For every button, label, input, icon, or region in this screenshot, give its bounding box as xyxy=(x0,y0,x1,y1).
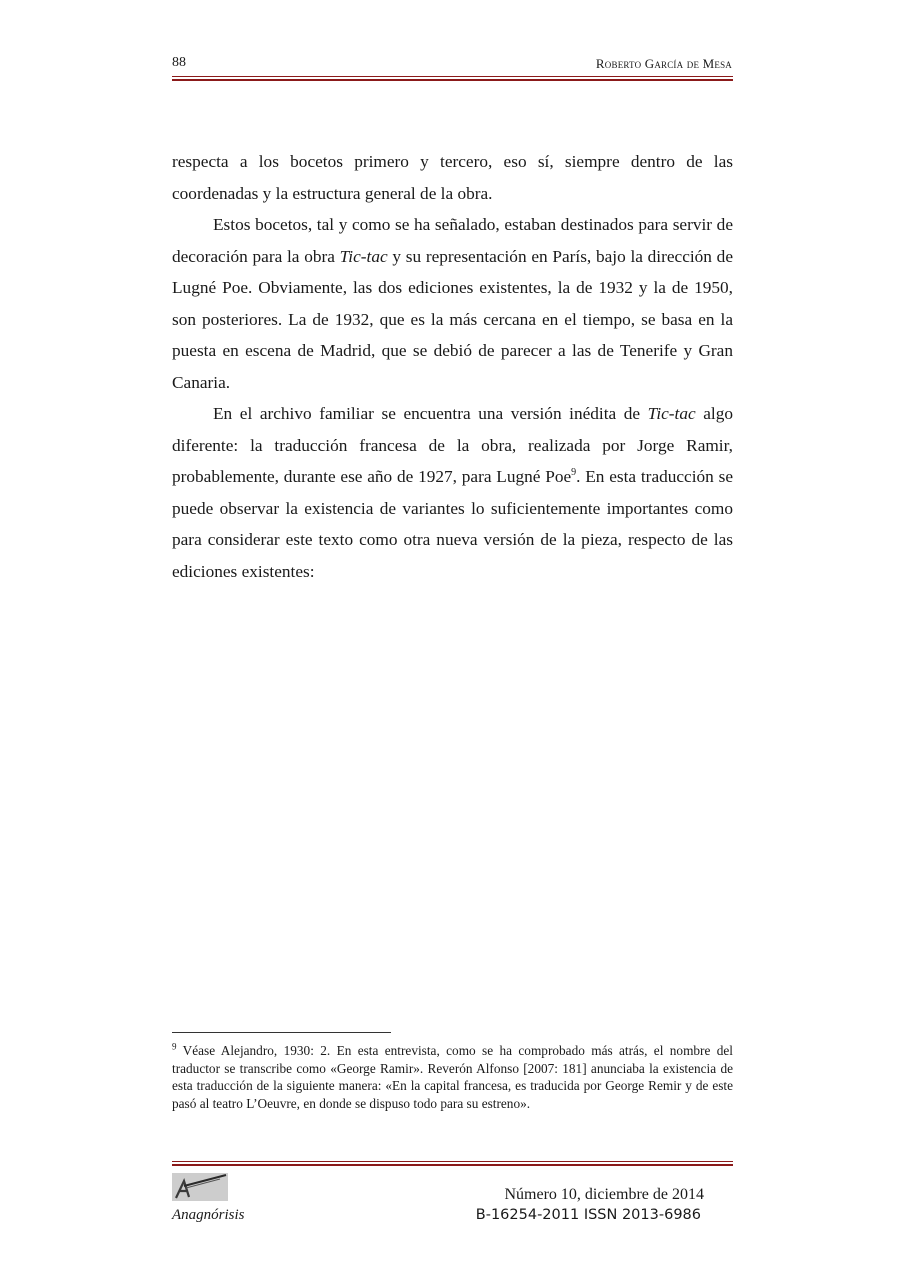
paragraph-3-part-b: algo diferente: la traducción francesa de la obra, realizada por Jorge Ramir, probablemente, durante ese año de 1927, para Lugné Poe xyxy=(172,404,734,486)
paragraph-3 xyxy=(172,398,733,587)
journal-logo-icon xyxy=(172,1173,228,1201)
paragraph-2-part-a: Estos bocetos, tal y como se ha señalado, estaban destinados para servir de decoración para la obra xyxy=(172,215,733,266)
journal-name: Anagnórisis xyxy=(172,1207,245,1223)
header-rule xyxy=(172,76,733,81)
work-title: Tic-tac xyxy=(339,246,388,266)
footnote-reference[interactable]: 9 xyxy=(571,467,577,479)
paragraph-2-part-b: y su representación en París, bajo la dirección de Lugné Poe. Obviamente, las dos ediciones existentes, la de 1932 y la de 1950, son posteriores. La de 1932, que es la más cercana en el tiempo, se basa en la puesta en escena de Madrid, que se debió de parecer a las de Tenerife y Gran Canaria. xyxy=(172,246,733,392)
body-text xyxy=(172,146,733,587)
issn: B-16254-2011 ISSN 2013-6986 xyxy=(475,1207,701,1223)
paragraph-3-part-a: En el archivo familiar se encuentra una versión inédita de xyxy=(213,404,648,423)
issue-date: Número 10, diciembre de 2014 xyxy=(504,1186,704,1203)
paragraph-1: respecta a los bocetos primero y tercero, eso sí, siempre dentro de las coordenadas y la estructura general de la obra. xyxy=(172,152,733,203)
footnote-text: Véase Alejandro, 1930: 2. En esta entrevista, como se ha comprobado más atrás, el nombre del traductor se transcribe como «George Ramir». Reverón Alfonso [2007: 181] anunciaba la existencia de esta traducción de la siguiente manera: «En la capital francesa, es traducida por George Remir y de este pasó al teatro L’Oeuvre, en donde se dispuso todo para su estreno». xyxy=(172,1043,733,1111)
page-number: 88 xyxy=(172,55,186,70)
footnote xyxy=(172,1042,733,1112)
running-head: Roberto García de Mesa xyxy=(595,56,732,71)
paragraph-3-part-c: . En esta traducción se puede observar la existencia de variantes lo suficientemente importantes como para considerar este texto como otra nueva versión de la pieza, respecto de las ediciones existentes: xyxy=(172,467,733,581)
work-title: Tic-tac xyxy=(647,404,696,423)
footnote-separator xyxy=(172,1032,391,1033)
footnote-number: 9 xyxy=(172,1041,177,1052)
footer-rule xyxy=(172,1161,733,1166)
paragraph-2 xyxy=(172,209,733,398)
